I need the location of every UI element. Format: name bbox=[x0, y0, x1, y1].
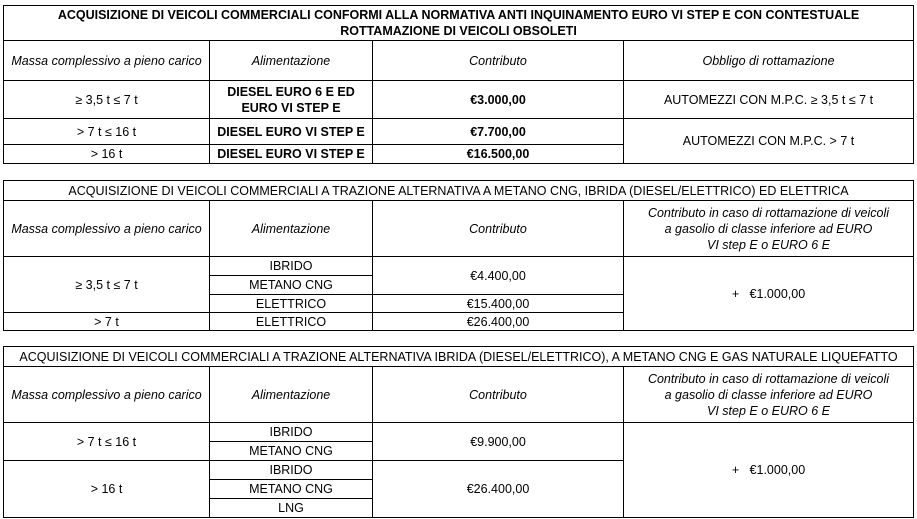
table-title-row bbox=[4, 6, 914, 41]
alimentazione-line: EURO VI STEP E bbox=[241, 100, 341, 115]
cell-alimentazione: IBRIDO bbox=[210, 423, 373, 442]
header-obbligo: Obbligo di rottamazione bbox=[624, 41, 914, 81]
cell-contributo: €4.400,00 bbox=[373, 257, 624, 295]
cell-alimentazione: DIESEL EURO VI STEP E bbox=[210, 119, 373, 145]
cell-massa: > 16 t bbox=[4, 145, 210, 164]
header-massa: Massa complessivo a pieno carico bbox=[4, 201, 210, 257]
header-row bbox=[4, 367, 914, 423]
cell-massa: > 7 t bbox=[4, 313, 210, 331]
header-alimentazione: Alimentazione bbox=[210, 201, 373, 257]
header-massa: Massa complessivo a pieno carico bbox=[4, 367, 210, 423]
header-contributo-rottamazione bbox=[624, 201, 914, 257]
table-row bbox=[4, 119, 914, 145]
table-title-row bbox=[4, 347, 914, 367]
cell-contributo: €16.500,00 bbox=[373, 145, 624, 164]
table-row bbox=[4, 257, 914, 276]
title-line: ROTTAMAZIONE DI VEICOLI OBSOLETI bbox=[340, 24, 577, 38]
cell-obbligo: AUTOMEZZI CON M.P.C. ≥ 3,5 t ≤ 7 t bbox=[624, 81, 914, 119]
cell-massa: > 7 t ≤ 16 t bbox=[4, 119, 210, 145]
alimentazione-line: DIESEL EURO 6 E ED bbox=[227, 84, 355, 99]
table-trazione-alternativa-2 bbox=[3, 346, 914, 518]
cell-alimentazione: IBRIDO bbox=[210, 461, 373, 480]
header-line: Contributo in caso di rottamazione di veicoli bbox=[647, 371, 890, 386]
cell-massa: > 7 t ≤ 16 t bbox=[4, 423, 210, 461]
cell-alimentazione: ELETTRICO bbox=[210, 313, 373, 331]
cell-bonus: + €1.000,00 bbox=[624, 257, 914, 331]
header-row bbox=[4, 201, 914, 257]
table-title-row bbox=[4, 181, 914, 201]
cell-massa: > 16 t bbox=[4, 461, 210, 518]
header-row bbox=[4, 41, 914, 81]
cell-contributo: €9.900,00 bbox=[373, 423, 624, 461]
header-line: VI step E o EURO 6 E bbox=[707, 237, 830, 252]
cell-alimentazione: METANO CNG bbox=[210, 276, 373, 295]
header-line: Contributo in caso di rottamazione di veicoli bbox=[647, 205, 890, 220]
table-title: ACQUISIZIONE DI VEICOLI COMMERCIALI A TRAZIONE ALTERNATIVA A METANO CNG, IBRIDA (DIESEL/ELETTRICO) ED ELETTRICA bbox=[4, 181, 914, 201]
header-alimentazione: Alimentazione bbox=[210, 367, 373, 423]
cell-contributo: €26.400,00 bbox=[373, 313, 624, 331]
table-title bbox=[4, 6, 914, 41]
cell-obbligo: AUTOMEZZI CON M.P.C. > 7 t bbox=[624, 119, 914, 164]
header-contributo: Contributo bbox=[373, 201, 624, 257]
cell-alimentazione: IBRIDO bbox=[210, 257, 373, 276]
title-line: ACQUISIZIONE DI VEICOLI COMMERCIALI CONFORMI ALLA NORMATIVA ANTI INQUINAMENTO EURO VI STEP E CON CONTESTUALE bbox=[57, 8, 860, 22]
cell-contributo: €7.700,00 bbox=[373, 119, 624, 145]
header-contributo: Contributo bbox=[373, 41, 624, 81]
cell-alimentazione: ELETTRICO bbox=[210, 295, 373, 313]
cell-contributo: €26.400,00 bbox=[373, 461, 624, 518]
table-euro-vi-step-e bbox=[3, 5, 914, 164]
cell-contributo: €15.400,00 bbox=[373, 295, 624, 313]
cell-alimentazione: METANO CNG bbox=[210, 442, 373, 461]
header-line: a gasolio di classe inferiore ad EURO bbox=[664, 387, 873, 402]
cell-massa: ≥ 3,5 t ≤ 7 t bbox=[4, 81, 210, 119]
cell-alimentazione: DIESEL EURO VI STEP E bbox=[210, 145, 373, 164]
cell-alimentazione: LNG bbox=[210, 499, 373, 518]
cell-bonus: + €1.000,00 bbox=[624, 423, 914, 518]
cell-alimentazione bbox=[210, 81, 373, 119]
table-title: ACQUISIZIONE DI VEICOLI COMMERCIALI A TRAZIONE ALTERNATIVA IBRIDA (DIESEL/ELETTRICO), A METANO CNG E GAS NATURALE LIQUEFATTO bbox=[4, 347, 914, 367]
table-row bbox=[4, 81, 914, 119]
header-contributo: Contributo bbox=[373, 367, 624, 423]
header-alimentazione: Alimentazione bbox=[210, 41, 373, 81]
header-line: VI step E o EURO 6 E bbox=[707, 403, 830, 418]
table-trazione-alternativa-1 bbox=[3, 180, 914, 331]
header-contributo-rottamazione bbox=[624, 367, 914, 423]
table-row bbox=[4, 423, 914, 442]
cell-alimentazione: METANO CNG bbox=[210, 480, 373, 499]
cell-contributo: €3.000,00 bbox=[373, 81, 624, 119]
header-line: a gasolio di classe inferiore ad EURO bbox=[664, 221, 873, 236]
cell-massa: ≥ 3,5 t ≤ 7 t bbox=[4, 257, 210, 313]
header-massa: Massa complessivo a pieno carico bbox=[4, 41, 210, 81]
